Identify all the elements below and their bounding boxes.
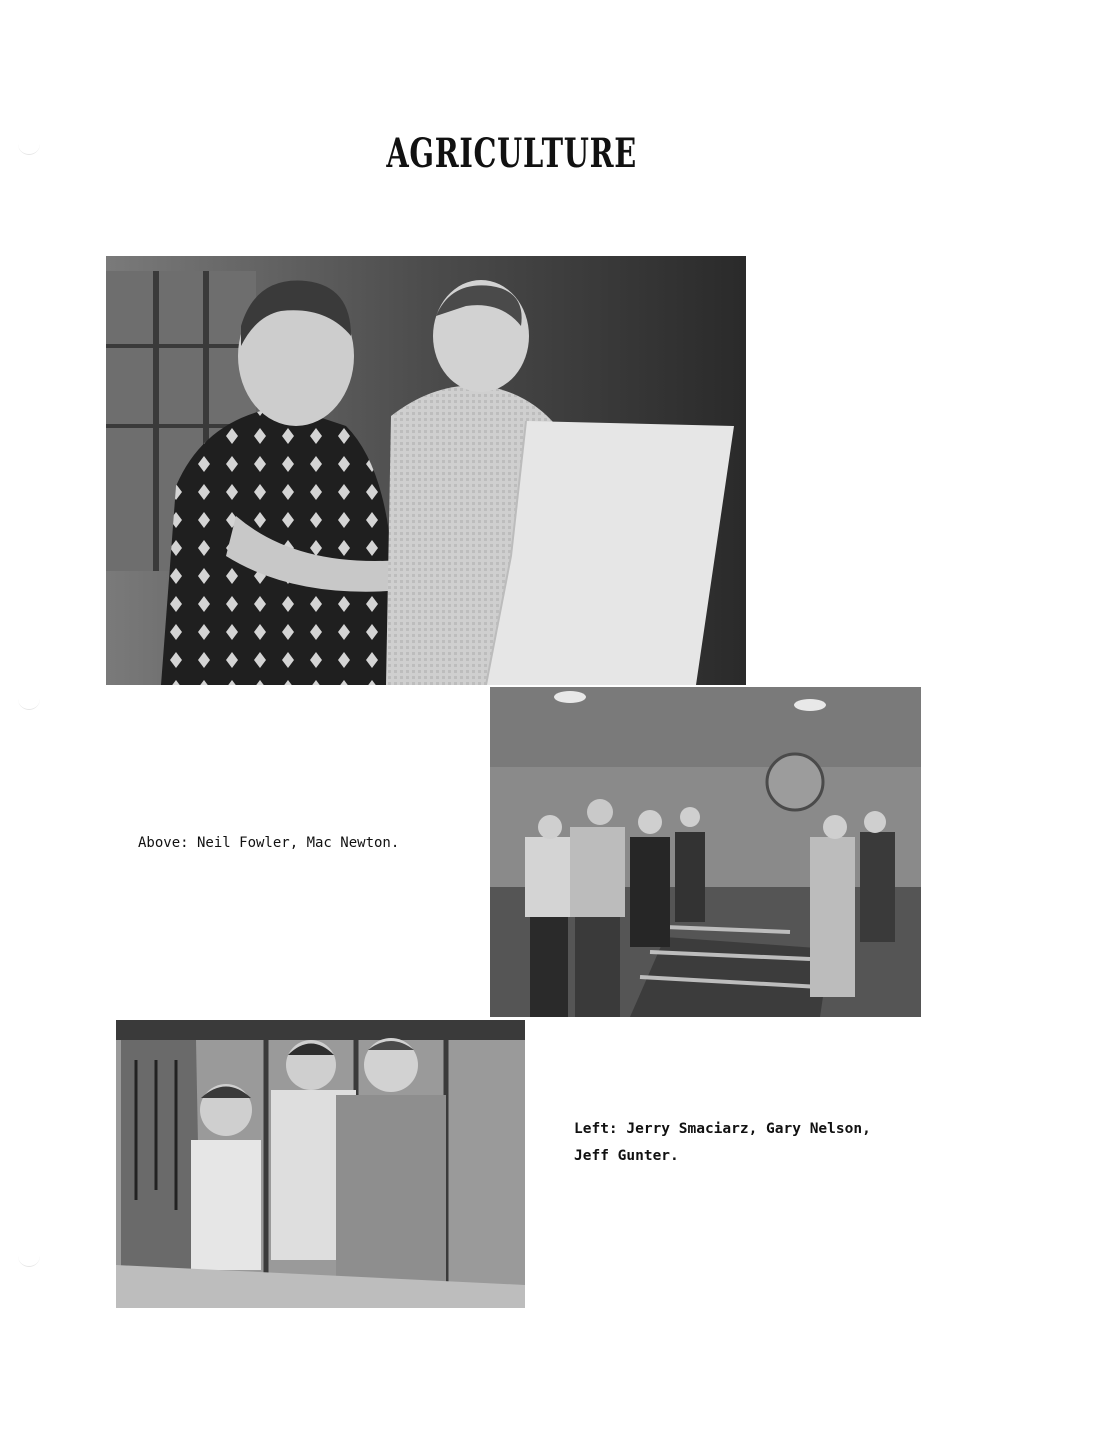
photo-two-students	[106, 256, 746, 685]
binder-hole-mark	[18, 695, 40, 710]
caption-left-line-1: Left: Jerry Smaciarz, Gary Nelson,	[574, 1121, 871, 1137]
photo-group-judging	[490, 687, 921, 1017]
photo-three-students	[116, 1020, 525, 1308]
caption-left-line-2: Jeff Gunter.	[574, 1148, 679, 1164]
caption-above: Above: Neil Fowler, Mac Newton.	[138, 835, 400, 851]
page-title: AGRICULTURE	[386, 130, 637, 177]
binder-hole-mark	[18, 140, 40, 155]
caption-left	[574, 1116, 871, 1170]
binder-hole-mark	[18, 1252, 40, 1267]
